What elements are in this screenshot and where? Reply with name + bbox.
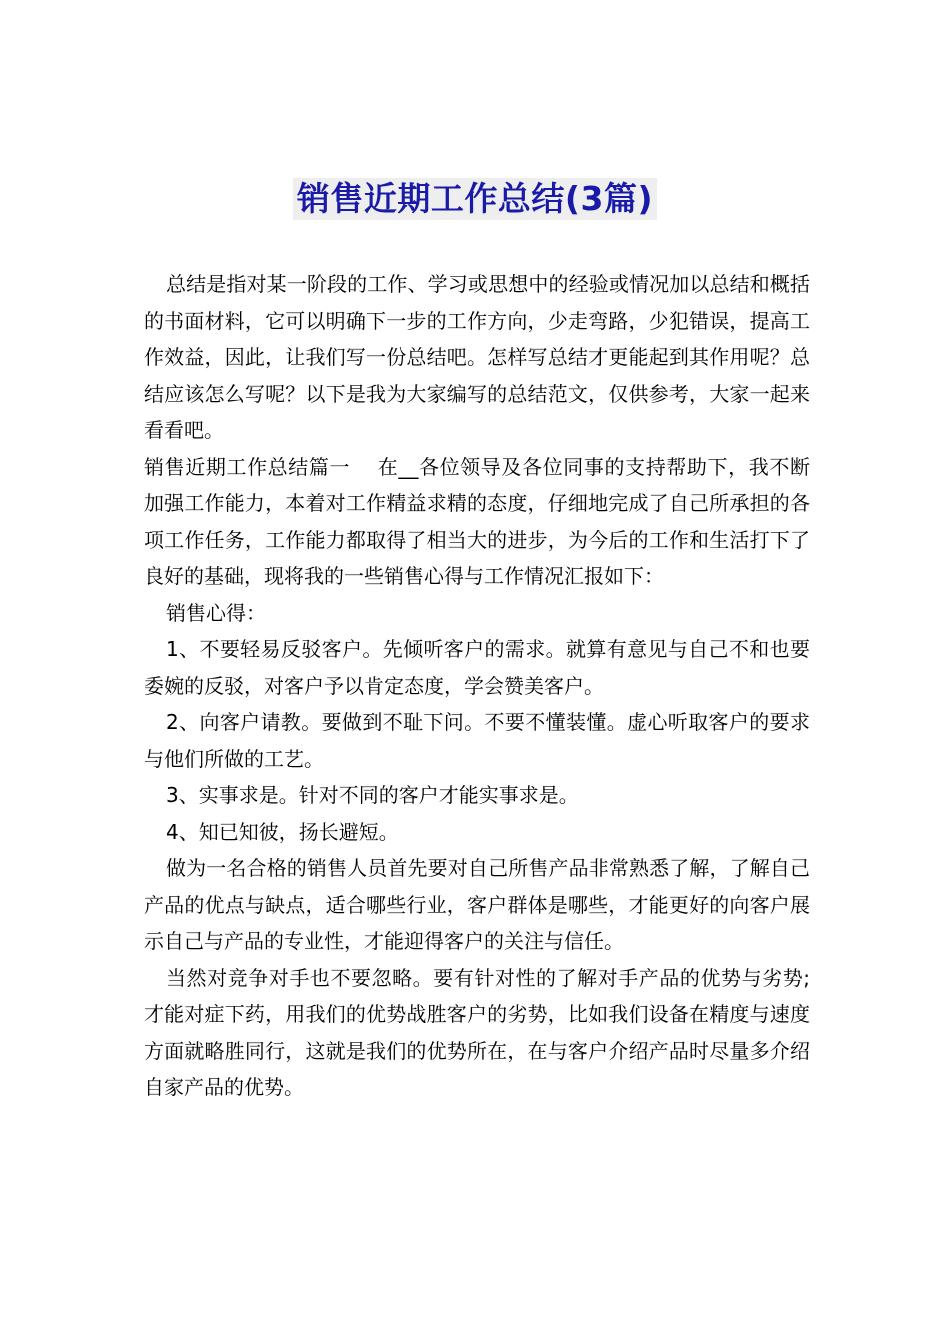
document-title: 销售近期工作总结(3篇) — [293, 178, 657, 220]
paragraph-product-knowledge: 做为一名合格的销售人员首先要对自己所售产品非常熟悉了解，了解自己产品的优点与缺点，适合哪些行业，客户群体是哪些，才能更好的向客户展示自己与产品的专业性，才能迎得客户的关注与信任。 — [144, 856, 810, 953]
paragraph-section-one: 销售近期工作总结篇一 在__各位领导及各位同事的支持帮助下，我不断加强工作能力，本着对工作精益求精的态度，仔细地完成了自己所承担的各项工作任务，工作能力都取得了相当大的进步，为今后的工作和生活打下了良好的基础，现将我的一些销售心得与工作情况汇报如下： — [144, 454, 810, 588]
paragraph-intro: 总结是指对某一阶段的工作、学习或思想中的经验或情况加以总结和概括的书面材料，它可以明确下一步的工作方向，少走弯路，少犯错误，提高工作效益，因此，让我们写一份总结吧。怎样写总结才更能起到其作用呢？总结应该怎么写呢？以下是我为大家编写的总结范文，仅供参考，大家一起来看看吧。 — [144, 272, 810, 442]
title-container — [0, 178, 950, 220]
paragraph-tip-3: 3、实事求是。针对不同的客户才能实事求是。 — [166, 783, 579, 807]
paragraph-tip-4: 4、知已知彼，扬长避短。 — [166, 819, 399, 844]
paragraph-competitors: 当然对竞争对手也不要忽略。要有针对性的了解对手产品的优势与劣势;才能对症下药，用我们的优势战胜客户的劣势，比如我们设备在精度与速度方面就略胜同行，这就是我们的优势所在，在与客户介绍产品时尽量多介绍自家产品的优势。 — [144, 965, 810, 1099]
paragraph-tip-2: 2、向客户请教。要做到不耻下问。不要不懂装懂。虚心听取客户的要求与他们所做的工艺。 — [144, 710, 810, 771]
document-body — [144, 266, 810, 1106]
paragraph-sales-tips-heading: 销售心得： — [166, 600, 266, 625]
paragraph-tip-1: 1、不要轻易反驳客户。先倾听客户的需求。就算有意见与自己不和也要委婉的反驳，对客户予以肯定态度，学会赞美客户。 — [144, 637, 810, 698]
